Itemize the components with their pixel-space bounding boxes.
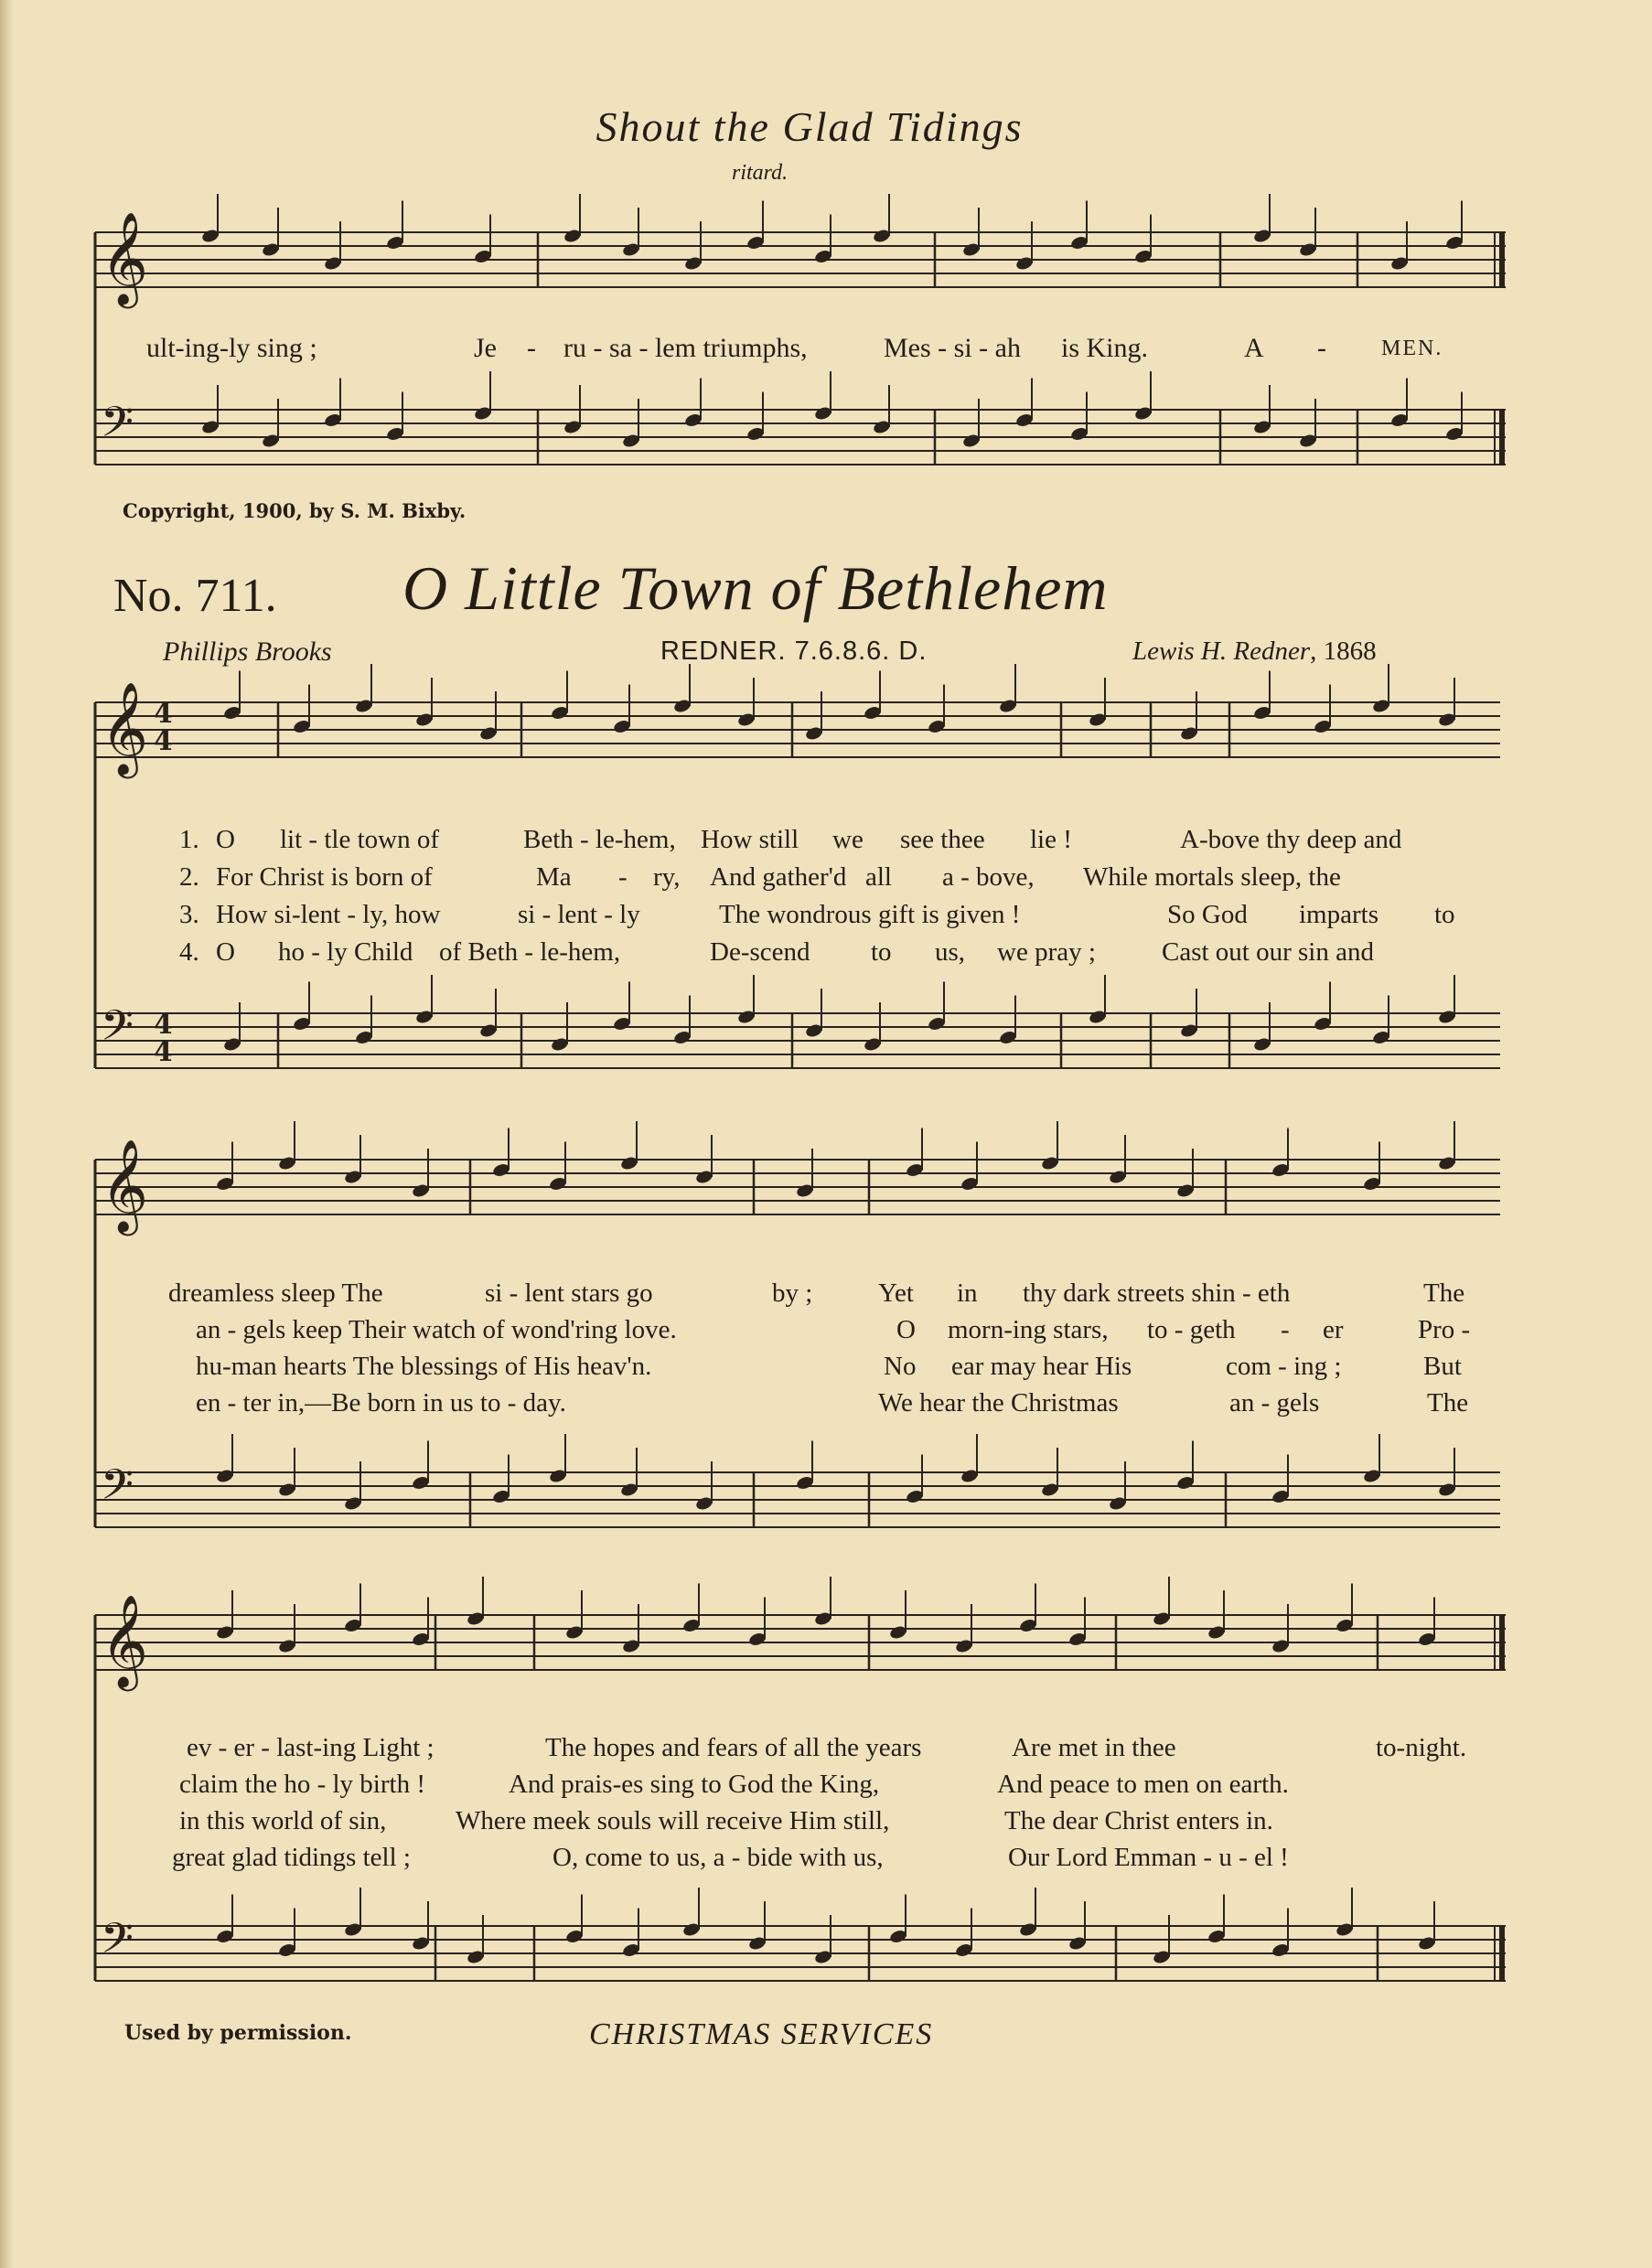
treble-clef-icon: 𝄞 (101, 1138, 149, 1232)
lyric-segment: So God (1167, 900, 1248, 929)
lyric-segment: all (865, 862, 892, 892)
verse-4-line-3 (0, 1843, 1652, 1879)
lyric-segment: is King. (1061, 333, 1149, 363)
lyric-segment: A-bove thy deep and (1180, 825, 1402, 854)
lyric-segment: For Christ is born of (216, 862, 433, 892)
tune-name-meter: REDNER. 7.6.8.6. D. (660, 637, 928, 666)
lyric-segment: But (1423, 1352, 1462, 1381)
bass-clef-icon: 𝄢 (101, 1460, 134, 1520)
lyric-segment: The hopes and fears of all the years (545, 1733, 922, 1762)
lyric-segment: hu-man hearts The blessings of His heav'n. (196, 1352, 652, 1381)
lyric-segment: by ; (772, 1278, 813, 1308)
composer-name: Lewis H. Redner (1132, 637, 1311, 666)
lyric-segment: lit - tle town of (280, 825, 439, 854)
lyric-segment: lie ! (1030, 825, 1072, 854)
treble-clef-icon: 𝄞 (101, 680, 149, 775)
lyric-segment: we (832, 825, 864, 854)
verse-4-line-1 (0, 937, 1652, 974)
lyric-segment: Where meek souls will receive Him still, (456, 1806, 890, 1835)
verse-number: 4. (179, 937, 199, 967)
lyric-segment: si - lent - ly (518, 900, 640, 929)
previous-hymn-lyric-line (0, 333, 1652, 369)
lyric-segment: an - gels keep Their watch of wond'ring love. (196, 1315, 677, 1344)
lyric-segment: claim the ho - ly birth ! (179, 1770, 425, 1799)
lyric-segment: O (216, 937, 235, 967)
lyric-segment: Je (474, 333, 497, 363)
lyric-segment: Pro - (1418, 1315, 1471, 1344)
bass-clef-icon: 𝄢 (101, 398, 134, 457)
lyric-segment: morn-ing stars, (948, 1315, 1109, 1344)
verse-1-line-1 (0, 825, 1652, 861)
lyric-segment: to (871, 937, 892, 967)
lyric-segment: thy dark streets shin - eth (1023, 1278, 1291, 1308)
lyric-segment: No (884, 1352, 917, 1381)
lyric-segment: And prais-es sing to God the King, (509, 1770, 880, 1799)
lyric-segment: an - gels (1229, 1388, 1320, 1418)
lyric-segment: see thee (900, 825, 985, 854)
copyright-notice: Copyright, 1900, by S. M. Bixby. (123, 499, 467, 522)
lyric-segment: The (1427, 1388, 1469, 1418)
lyric-segment: we pray ; (997, 937, 1096, 967)
verse-3-line-3 (0, 1806, 1652, 1843)
lyric-segment: And gather'd (710, 862, 847, 892)
lyric-segment: The wondrous gift is given ! (719, 900, 1021, 929)
verse-2-line-1 (0, 862, 1652, 899)
lyric-segment: And peace to men on earth. (997, 1770, 1289, 1799)
lyric-segment: great glad tidings tell ; (172, 1843, 411, 1872)
lyric-segment: - (527, 333, 536, 363)
verse-3-line-2 (0, 1352, 1652, 1388)
treble-clef-icon: 𝄞 (101, 210, 149, 305)
verse-2-line-3 (0, 1770, 1652, 1806)
lyric-segment: in this world of sin, (179, 1806, 387, 1835)
lyric-segment: We hear the Christmas (878, 1388, 1119, 1418)
time-signature-top: 4 (154, 1009, 173, 1041)
lyric-segment: us, (935, 937, 966, 967)
lyric-segment: a - bove, (942, 862, 1035, 892)
verse-2-line-2 (0, 1315, 1652, 1352)
bass-clef-icon: 𝄢 (101, 1001, 134, 1061)
verse-number: 3. (179, 900, 199, 929)
lyric-segment: - (618, 862, 628, 892)
permission-notice: Used by permission. (124, 2021, 352, 2045)
lyric-segment: com - ing ; (1226, 1352, 1342, 1381)
lyric-segment: Our Lord Emman - u - el ! (1008, 1843, 1289, 1872)
hymn-number: No. 711. (113, 570, 277, 622)
lyric-segment: A (1244, 333, 1264, 363)
composer-year: , 1868 (1310, 637, 1377, 666)
section-footer: CHRISTMAS SERVICES (589, 2017, 934, 2051)
lyric-segment: ry, (653, 862, 681, 892)
previous-hymn-title: Shout the Glad Tidings (595, 103, 1024, 150)
lyric-segment: ho - ly Child (278, 937, 413, 967)
lyric-segment: MEN. (1381, 337, 1443, 360)
lyric-segment: Cast out our sin and (1162, 937, 1374, 967)
hymn-composer (1132, 637, 1377, 667)
lyric-segment: in (957, 1278, 978, 1308)
lyric-segment: dreamless sleep The (168, 1278, 383, 1308)
lyric-segment: ru - sa - lem triumphs, (563, 333, 808, 363)
lyric-segment: O (216, 825, 235, 854)
lyric-segment: en - ter in,—Be born in us to - day. (196, 1388, 566, 1418)
lyric-segment: ult-ing-ly sing ; (146, 333, 317, 363)
verse-1-line-2 (0, 1278, 1652, 1315)
lyric-segment: imparts (1299, 900, 1378, 929)
lyric-segment: ear may hear His (951, 1352, 1132, 1381)
lyric-segment: - (1281, 1315, 1290, 1344)
treble-clef-icon: 𝄞 (101, 1593, 149, 1687)
lyric-segment: O (896, 1315, 916, 1344)
verse-number: 1. (179, 825, 199, 854)
tempo-mark: ritard. (732, 161, 788, 185)
bass-clef-icon: 𝄢 (101, 1914, 134, 1974)
lyric-segment: Are met in thee (1012, 1733, 1176, 1762)
lyric-segment: The dear Christ enters in. (1004, 1806, 1273, 1835)
verse-3-line-1 (0, 900, 1652, 936)
lyric-segment: ev - er - last-ing Light ; (187, 1733, 434, 1762)
lyric-segment: O, come to us, a - bide with us, (552, 1843, 884, 1872)
lyric-segment: - (1317, 333, 1326, 363)
lyric-segment: Beth - le-hem, (523, 825, 676, 854)
verse-4-line-2 (0, 1388, 1652, 1425)
lyric-segment: of Beth - le-hem, (439, 937, 621, 967)
lyric-segment: De-scend (710, 937, 810, 967)
lyric-segment: to (1434, 900, 1455, 929)
lyric-segment: While mortals sleep, the (1083, 862, 1341, 892)
lyric-segment: The (1423, 1278, 1465, 1308)
hymn-title: O Little Town of Bethlehem (402, 553, 1109, 623)
lyric-segment: How si-lent - ly, how (216, 900, 441, 929)
lyric-segment: er (1323, 1315, 1344, 1344)
lyric-segment: Yet (878, 1278, 914, 1308)
lyric-segment: si - lent stars go (485, 1278, 653, 1308)
hymn-author: Phillips Brooks (163, 637, 332, 667)
time-signature-top: 4 (154, 698, 173, 730)
verse-number: 2. (179, 862, 199, 892)
verse-1-line-3 (0, 1733, 1652, 1770)
time-signature-bottom: 4 (154, 1036, 173, 1068)
time-signature-bottom: 4 (154, 725, 173, 757)
lyric-segment: Mes - si - ah (884, 333, 1021, 363)
lyric-segment: Ma (536, 862, 572, 892)
lyric-segment: to - geth (1147, 1315, 1236, 1344)
lyric-segment: to-night. (1376, 1733, 1467, 1762)
lyric-segment: How still (701, 825, 799, 854)
